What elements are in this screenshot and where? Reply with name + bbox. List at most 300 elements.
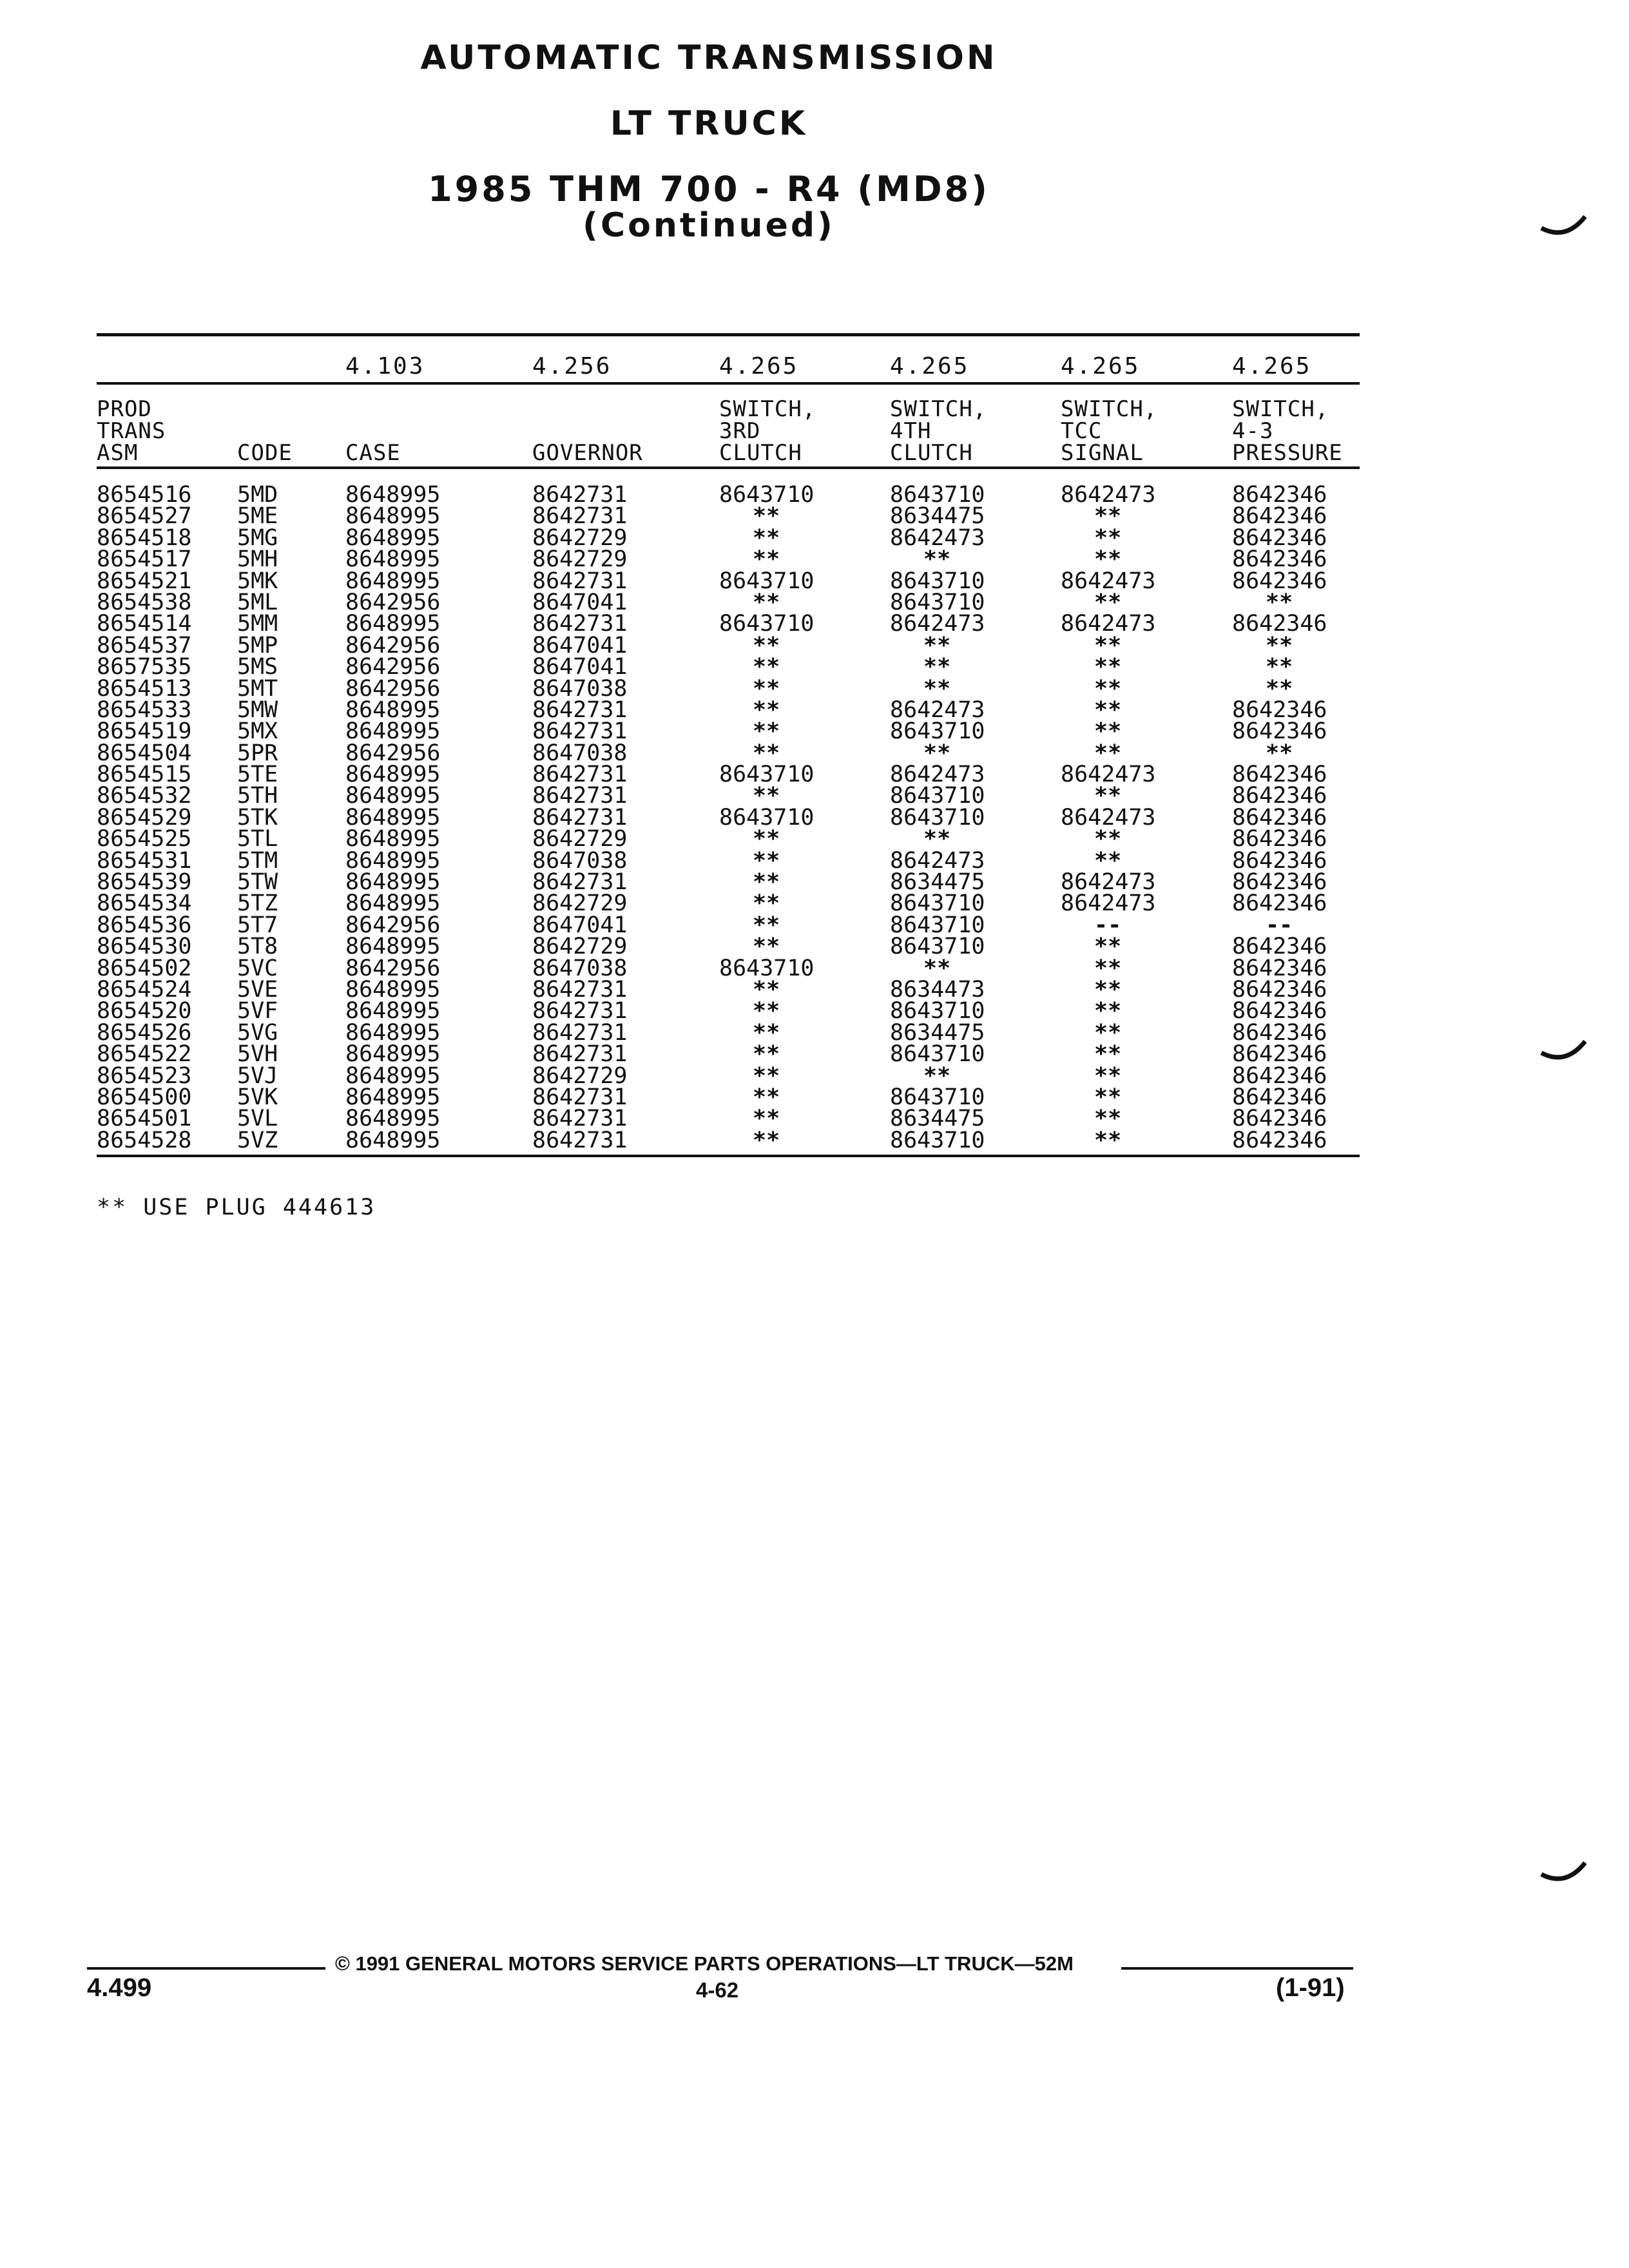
table-cell: 8654532 <box>97 783 192 809</box>
col-header-4th-clutch: SWITCH, 4TH CLUTCH <box>890 396 987 466</box>
table-cell: 8642729 <box>532 1062 628 1089</box>
table-row <box>0 826 1629 852</box>
table-cell: 8643710 <box>890 998 985 1024</box>
table-cell: 5TK <box>237 804 278 831</box>
table-cell: 8654524 <box>97 976 192 1003</box>
table-cell: ** <box>1266 632 1293 658</box>
table-cell: 8648995 <box>345 718 441 745</box>
binder-hole-mark <box>1540 1037 1586 1063</box>
table-cell: 5VH <box>237 1041 278 1068</box>
table-cell: 8647038 <box>532 955 628 981</box>
table-cell: ** <box>1094 740 1122 766</box>
table-cell: ** <box>753 589 780 615</box>
table-row <box>0 503 1629 530</box>
ref-number-3rd-clutch: 4.265 <box>719 353 799 380</box>
table-cell: 8642346 <box>1232 1127 1327 1153</box>
ref-number-governor: 4.256 <box>532 353 612 380</box>
col-header-code: CODE <box>237 440 293 466</box>
table-cell: 8642346 <box>1232 1106 1327 1132</box>
table-row <box>0 654 1629 680</box>
table-cell: 8642473 <box>1061 762 1156 788</box>
table-cell: ** <box>1094 524 1122 551</box>
table-row <box>0 718 1629 745</box>
table-cell: 8648995 <box>345 826 441 852</box>
table-cell: ** <box>753 503 780 530</box>
table-cell: ** <box>753 546 780 573</box>
table-cell: ** <box>1094 847 1122 874</box>
table-row <box>0 1019 1629 1046</box>
table-cell: 5TZ <box>237 890 278 917</box>
table-cell: ** <box>1094 955 1122 981</box>
table-cell: 8642956 <box>345 632 441 658</box>
table-cell: 8648995 <box>345 847 441 874</box>
table-cell: ** <box>923 955 951 981</box>
table-cell: 8654529 <box>97 804 192 831</box>
table-cell: 8643710 <box>890 718 985 745</box>
page-number: 4-62 <box>696 1978 739 2002</box>
table-cell: 8642346 <box>1232 718 1327 745</box>
table-row <box>0 613 1629 635</box>
table-cell: ** <box>753 912 780 938</box>
table-cell: 8642346 <box>1232 568 1327 594</box>
table-cell: 8648995 <box>345 524 441 551</box>
table-cell: 8642346 <box>1232 762 1327 788</box>
table-cell: ** <box>923 654 951 680</box>
section-number: 4.499 <box>87 1974 152 2002</box>
table-cell: 8642731 <box>532 869 628 896</box>
table-cell: ** <box>1094 1127 1122 1153</box>
table-cell: 8642346 <box>1232 869 1327 896</box>
table-cell: ** <box>1266 740 1293 766</box>
table-cell: 8648995 <box>345 697 441 723</box>
table-cell: ** <box>753 783 780 809</box>
table-cell: -- <box>1094 912 1122 938</box>
table-cell: 8648995 <box>345 1106 441 1132</box>
table-cell: 8648995 <box>345 934 441 960</box>
table-cell: 8642473 <box>890 697 985 723</box>
table-cell: 8634475 <box>890 869 985 896</box>
table-cell: 5MM <box>237 611 278 637</box>
table-cell: 8643710 <box>890 934 985 960</box>
table-cell: 8654502 <box>97 955 192 981</box>
table-row <box>0 804 1629 831</box>
table-cell: 8654537 <box>97 632 192 658</box>
table-cell: ** <box>923 675 951 702</box>
table-row <box>0 998 1629 1024</box>
table-cell: ** <box>753 1062 780 1089</box>
table-cell: 8657535 <box>97 654 192 680</box>
table-row <box>0 589 1629 615</box>
table-cell: 8654504 <box>97 740 192 766</box>
table-cell: ** <box>753 890 780 917</box>
table-cell: 5ME <box>237 503 278 530</box>
table-cell: 8654501 <box>97 1106 192 1132</box>
table-cell: 8642473 <box>1061 890 1156 917</box>
table-cell: 8648995 <box>345 762 441 788</box>
table-cell: 8654533 <box>97 697 192 723</box>
table-cell: 8654521 <box>97 568 192 594</box>
table-cell: 8654513 <box>97 675 192 702</box>
table-row <box>0 568 1629 594</box>
table-cell: 8642731 <box>532 1019 628 1046</box>
table-cell: 5T8 <box>237 934 278 960</box>
table-cell: 8642346 <box>1232 826 1327 852</box>
table-cell: 8643710 <box>719 568 815 594</box>
table-cell: ** <box>753 1019 780 1046</box>
table-cell: 5MD <box>237 482 278 508</box>
table-cell: ** <box>923 826 951 852</box>
table-cell: ** <box>1094 998 1122 1024</box>
table-cell: 8648995 <box>345 568 441 594</box>
table-cell: ** <box>1094 1019 1122 1046</box>
ref-number-case: 4.103 <box>345 353 425 380</box>
table-cell: 8647038 <box>532 675 628 702</box>
table-cell: 8654518 <box>97 524 192 551</box>
table-cell: 8642731 <box>532 804 628 831</box>
table-cell: ** <box>753 934 780 960</box>
table-cell: 8643710 <box>719 762 815 788</box>
table-row <box>0 697 1629 723</box>
table-cell: 8642731 <box>532 1041 628 1068</box>
table-cell: ** <box>753 1041 780 1068</box>
table-cell: 8642731 <box>532 998 628 1024</box>
header-bottom-rule <box>97 466 1360 469</box>
table-cell: ** <box>923 1062 951 1089</box>
table-cell: 5TL <box>237 826 278 852</box>
table-cell: 8642473 <box>1061 611 1156 637</box>
table-cell: 8643710 <box>890 890 985 917</box>
table-cell: ** <box>1094 826 1122 852</box>
table-cell: 5VJ <box>237 1062 278 1089</box>
table-row <box>0 890 1629 917</box>
col-header-tcc-signal: SWITCH, TCC SIGNAL <box>1061 396 1158 466</box>
table-cell: 8643710 <box>890 804 985 831</box>
table-cell: 8642473 <box>890 762 985 788</box>
table-cell: 5VK <box>237 1084 278 1110</box>
table-cell: 8654522 <box>97 1041 192 1068</box>
table-row <box>0 785 1629 807</box>
table-row <box>0 675 1629 702</box>
table-cell: 8648995 <box>345 1084 441 1110</box>
table-cell: ** <box>1094 718 1122 745</box>
table-row <box>0 740 1629 766</box>
table-cell: 8648995 <box>345 611 441 637</box>
table-cell: 8642346 <box>1232 783 1327 809</box>
table-cell: 8642346 <box>1232 890 1327 917</box>
table-cell: ** <box>1266 675 1293 702</box>
table-row <box>0 869 1629 896</box>
copyright-line: © 1991 GENERAL MOTORS SERVICE PARTS OPERATIONS—LT TRUCK—52M <box>335 1952 1074 1975</box>
table-cell: 8642731 <box>532 1084 628 1110</box>
table-row <box>0 546 1629 573</box>
table-cell: 8654530 <box>97 934 192 960</box>
table-cell: 8642346 <box>1232 998 1327 1024</box>
table-cell: 8648995 <box>345 1041 441 1068</box>
table-row <box>0 524 1629 551</box>
col-header-3rd-clutch: SWITCH, 3RD CLUTCH <box>719 396 816 466</box>
table-cell: 8642731 <box>532 568 628 594</box>
table-row <box>0 762 1629 788</box>
table-cell: 8642346 <box>1232 546 1327 573</box>
table-cell: 5T7 <box>237 912 278 938</box>
table-cell: 8647041 <box>532 654 628 680</box>
table-cell: 8648995 <box>345 1062 441 1089</box>
table-cell: 8654525 <box>97 826 192 852</box>
table-cell: 8643710 <box>719 955 815 981</box>
table-cell: ** <box>923 546 951 573</box>
table-cell: 8647041 <box>532 632 628 658</box>
table-cell: 8642956 <box>345 654 441 680</box>
table-cell: ** <box>1094 654 1122 680</box>
table-cell: ** <box>1094 1084 1122 1110</box>
table-row <box>0 847 1629 874</box>
table-cell: 8654515 <box>97 762 192 788</box>
table-cell: 8647041 <box>532 589 628 615</box>
table-cell: 5MX <box>237 718 278 745</box>
table-cell: ** <box>1266 654 1293 680</box>
table-cell: 5MT <box>237 675 278 702</box>
table-cell: 5VE <box>237 976 278 1003</box>
footnote: ** USE PLUG 444613 <box>97 1195 376 1220</box>
table-cell: 8643710 <box>719 804 815 831</box>
table-cell: 8642729 <box>532 826 628 852</box>
table-cell: 8654538 <box>97 589 192 615</box>
table-row <box>0 1062 1629 1089</box>
table-cell: 8643710 <box>719 611 815 637</box>
table-cell: ** <box>1094 1062 1122 1089</box>
table-cell: 8642346 <box>1232 955 1327 981</box>
table-cell: 8634473 <box>890 976 985 1003</box>
table-cell: 8642731 <box>532 697 628 723</box>
table-cell: 8642473 <box>890 611 985 637</box>
table-cell: 8648995 <box>345 1127 441 1153</box>
table-cell: 5VF <box>237 998 278 1024</box>
table-cell: ** <box>1094 503 1122 530</box>
table-cell: 8642473 <box>1061 482 1156 508</box>
binder-hole-mark <box>1540 1859 1586 1885</box>
table-cell: ** <box>753 654 780 680</box>
table-cell: ** <box>1094 589 1122 615</box>
table-cell: 8642729 <box>532 546 628 573</box>
table-cell: 8642729 <box>532 934 628 960</box>
table-row <box>0 934 1629 960</box>
binder-hole-mark <box>1540 213 1586 238</box>
table-cell: 8642956 <box>345 740 441 766</box>
table-cell: 5TM <box>237 847 278 874</box>
table-cell: 8654539 <box>97 869 192 896</box>
table-cell: ** <box>1094 697 1122 723</box>
table-cell: 5VZ <box>237 1127 278 1153</box>
table-cell: 8648995 <box>345 783 441 809</box>
table-cell: 8642731 <box>532 611 628 637</box>
table-cell: ** <box>1266 589 1293 615</box>
table-cell: 8654527 <box>97 503 192 530</box>
header-rule <box>97 382 1360 385</box>
table-cell: 8642473 <box>1061 869 1156 896</box>
table-cell: 5MH <box>237 546 278 573</box>
table-cell: 5TW <box>237 869 278 896</box>
footer-rule-left <box>87 1967 325 1970</box>
table-cell: 8654519 <box>97 718 192 745</box>
table-cell: 8642346 <box>1232 482 1327 508</box>
table-cell: ** <box>753 869 780 896</box>
table-cell: 8642346 <box>1232 847 1327 874</box>
table-cell: 8643710 <box>890 482 985 508</box>
table-cell: 8654516 <box>97 482 192 508</box>
ref-number-4-3-pressure: 4.265 <box>1232 353 1312 380</box>
table-cell: 8642731 <box>532 1127 628 1153</box>
table-cell: 8648995 <box>345 998 441 1024</box>
table-cell: 8643710 <box>890 912 985 938</box>
table-cell: 8642346 <box>1232 1041 1327 1068</box>
table-cell: 8642346 <box>1232 524 1327 551</box>
table-cell: 8642956 <box>345 955 441 981</box>
table-cell: ** <box>753 998 780 1024</box>
table-cell: ** <box>753 740 780 766</box>
table-cell: 8654528 <box>97 1127 192 1153</box>
table-cell: ** <box>753 1084 780 1110</box>
table-cell: 8642346 <box>1232 611 1327 637</box>
table-cell: 8654531 <box>97 847 192 874</box>
table-top-rule <box>97 333 1360 336</box>
table-cell: 8642346 <box>1232 1084 1327 1110</box>
table-cell: ** <box>1094 546 1122 573</box>
col-header-asm: PROD TRANS ASM <box>97 396 166 466</box>
table-cell: 8642346 <box>1232 804 1327 831</box>
table-cell: ** <box>1094 632 1122 658</box>
table-cell: 8642731 <box>532 718 628 745</box>
parts-table-body <box>0 482 1629 1153</box>
page-title: AUTOMATIC TRANSMISSION <box>420 39 998 77</box>
table-row <box>0 1127 1629 1153</box>
table-cell: 8654534 <box>97 890 192 917</box>
table-cell: 8642473 <box>1061 804 1156 831</box>
table-cell: -- <box>1266 912 1293 938</box>
table-cell: ** <box>1094 783 1122 809</box>
table-cell: 8642956 <box>345 589 441 615</box>
table-cell: 8654536 <box>97 912 192 938</box>
table-cell: 8642346 <box>1232 1062 1327 1089</box>
table-cell: 5ML <box>237 589 278 615</box>
table-cell: 8642731 <box>532 503 628 530</box>
table-cell: 8642729 <box>532 524 628 551</box>
table-cell: 8642473 <box>890 524 985 551</box>
table-cell: 8634475 <box>890 503 985 530</box>
table-cell: 8643710 <box>719 482 815 508</box>
table-cell: 5MG <box>237 524 278 551</box>
table-cell: 8642346 <box>1232 976 1327 1003</box>
table-cell: ** <box>753 1106 780 1132</box>
table-cell: 8654526 <box>97 1019 192 1046</box>
continued-label: (Continued) <box>583 206 835 245</box>
table-bottom-rule <box>97 1155 1360 1157</box>
table-cell: 8643710 <box>890 783 985 809</box>
table-cell: 8642731 <box>532 762 628 788</box>
table-cell: 8642346 <box>1232 1019 1327 1046</box>
table-cell: 8642956 <box>345 912 441 938</box>
table-cell: 5TE <box>237 762 278 788</box>
table-cell: 5VC <box>237 955 278 981</box>
table-cell: 8642346 <box>1232 934 1327 960</box>
table-cell: ** <box>1094 675 1122 702</box>
table-row <box>0 1041 1629 1068</box>
table-row <box>0 1106 1629 1132</box>
vehicle-line: LT TRUCK <box>610 104 808 143</box>
table-cell: 8642731 <box>532 482 628 508</box>
col-header-4-3-pressure: SWITCH, 4-3 PRESSURE <box>1232 396 1343 466</box>
table-cell: ** <box>753 632 780 658</box>
table-cell: 8643710 <box>890 1084 985 1110</box>
table-cell: 5MP <box>237 632 278 658</box>
table-cell: 5PR <box>237 740 278 766</box>
table-cell: ** <box>1094 976 1122 1003</box>
table-cell: 5TH <box>237 783 278 809</box>
footer-rule-right <box>1121 1967 1353 1970</box>
table-cell: 8642731 <box>532 783 628 809</box>
table-cell: 8647038 <box>532 847 628 874</box>
table-cell: ** <box>923 740 951 766</box>
table-cell: 8643710 <box>890 1127 985 1153</box>
table-cell: ** <box>1094 1106 1122 1132</box>
table-cell: 8648995 <box>345 1019 441 1046</box>
table-cell: 5MS <box>237 654 278 680</box>
table-cell: 8648995 <box>345 869 441 896</box>
table-row <box>0 1084 1629 1110</box>
table-row <box>0 912 1629 938</box>
table-cell: ** <box>753 718 780 745</box>
table-cell: ** <box>753 675 780 702</box>
table-cell: 8642346 <box>1232 697 1327 723</box>
table-cell: 8654500 <box>97 1084 192 1110</box>
table-cell: ** <box>753 847 780 874</box>
col-header-case: CASE <box>345 440 401 466</box>
table-cell: 8647038 <box>532 740 628 766</box>
table-cell: 8643710 <box>890 1041 985 1068</box>
table-cell: 5MK <box>237 568 278 594</box>
table-cell: ** <box>1094 1041 1122 1068</box>
table-cell: 5VG <box>237 1019 278 1046</box>
table-cell: ** <box>753 826 780 852</box>
table-cell: 8642729 <box>532 890 628 917</box>
table-cell: 8634475 <box>890 1106 985 1132</box>
table-cell: 8643710 <box>890 568 985 594</box>
table-cell: 8654520 <box>97 998 192 1024</box>
table-cell: 8648995 <box>345 890 441 917</box>
table-cell: ** <box>1094 934 1122 960</box>
model-heading: 1985 THM 700 - R4 (MD8) <box>428 169 990 209</box>
table-cell: 8642473 <box>1061 568 1156 594</box>
revision-date: (1-91) <box>1276 1974 1345 2002</box>
table-cell: 8648995 <box>345 503 441 530</box>
table-row <box>0 955 1629 981</box>
table-cell: 5VL <box>237 1106 278 1132</box>
table-row <box>0 482 1629 508</box>
table-row <box>0 632 1629 658</box>
table-cell: 8643710 <box>890 589 985 615</box>
table-cell: ** <box>753 1127 780 1153</box>
table-cell: ** <box>753 697 780 723</box>
table-cell: 8642731 <box>532 976 628 1003</box>
table-cell: 5MW <box>237 697 278 723</box>
table-cell: 8654523 <box>97 1062 192 1089</box>
table-cell: 8648995 <box>345 546 441 573</box>
table-cell: 8648995 <box>345 976 441 1003</box>
table-cell: 8654517 <box>97 546 192 573</box>
table-cell: 8654514 <box>97 611 192 637</box>
table-cell: 8634475 <box>890 1019 985 1046</box>
table-cell: 8647041 <box>532 912 628 938</box>
ref-number-4th-clutch: 4.265 <box>890 353 970 380</box>
